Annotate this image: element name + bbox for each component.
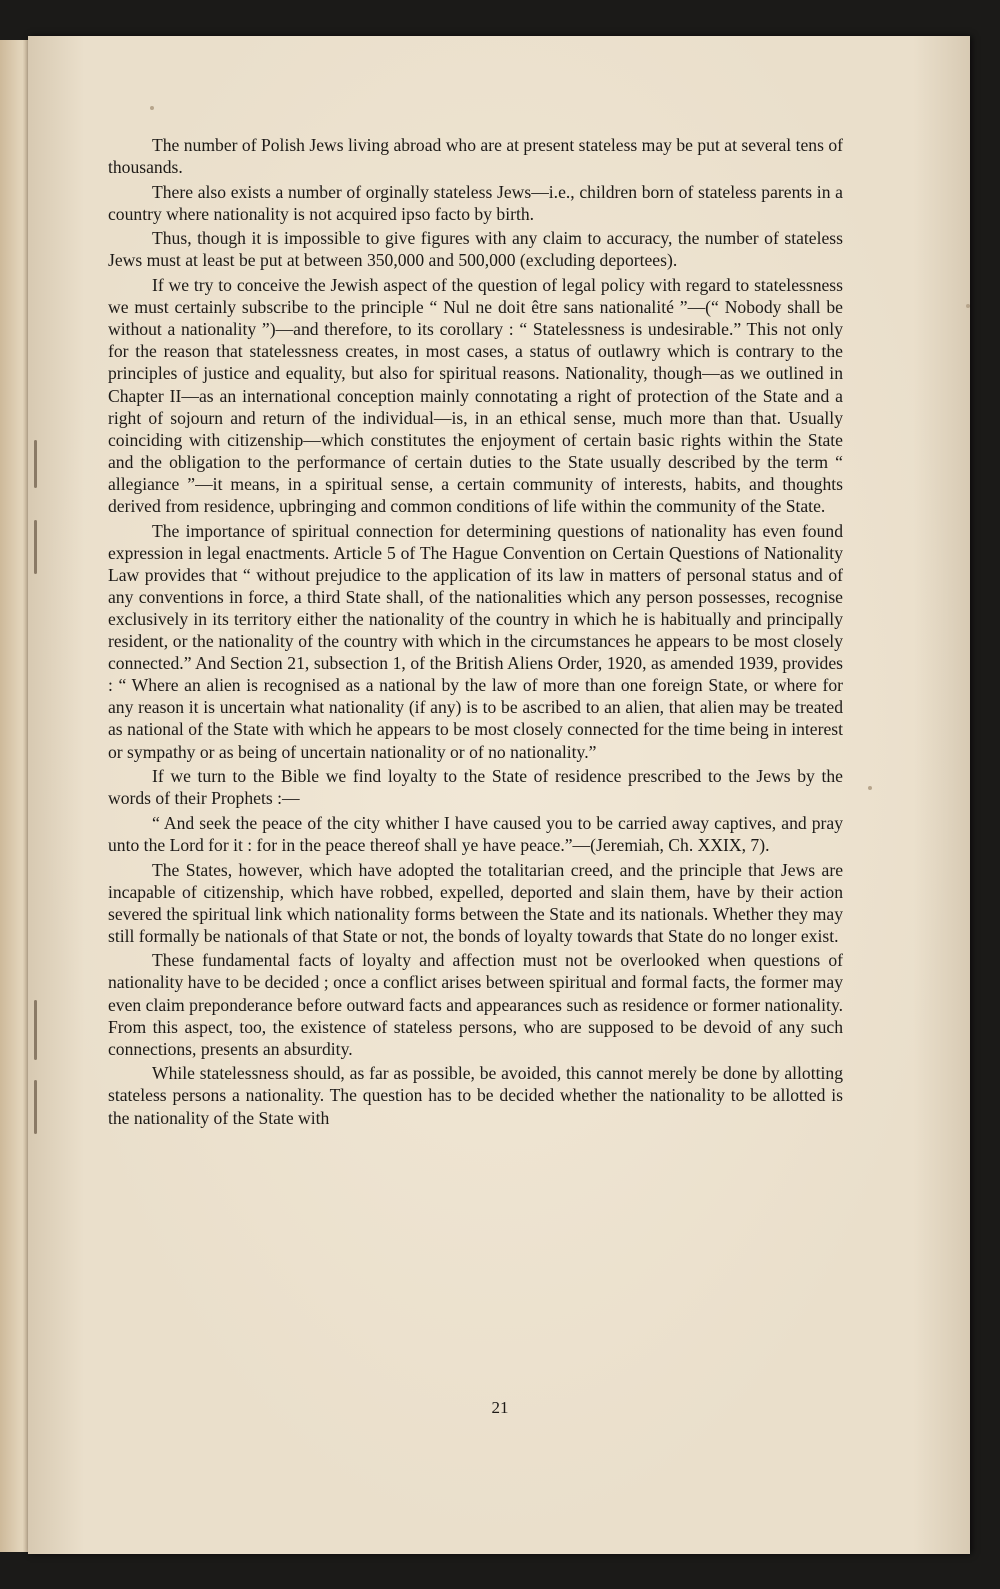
paper-speck <box>868 786 872 790</box>
paragraph: The importance of spiritual connection for determining questions of nationality has even found expression in legal enactments. Article 5 of The Hague Convention on Certain Questions of Nationality Law provides that “ without prejudice to the application of its law in matters of personal status and of any conventions in force, a third State shall, of the nationalities which any person possesses, recognise exclusively in its territory either the nationality of the country in which he is habitually and principally resident, or the nationality of the country with which in the circumstances he appears to be most closely connected.” And Section 21, subsection 1, of the British Aliens Order, 1920, as amended 1939, provides : “ Where an alien is recognised as a national by the law of more than one foreign State, or where for any reason it is uncertain what nationality (if any) is to be ascribed to an alien, that alien may be treated as national of the State with which he appears to be most closely connected for the time being in interest or sympathy or as being of uncertain nationality or of no nationality.” <box>108 520 843 762</box>
scripture-quote: “ And seek the peace of the city whither I have caused you to be carried away captives, and pray unto the Lord for it : for in the peace thereof shall ye have peace.”—(Jeremiah, Ch. XXIX, 7). <box>108 812 843 855</box>
paragraph: The States, however, which have adopted the totalitarian creed, and the principle that Jews are incapable of citizenship, which have robbed, expelled, deported and slain them, have by their action severed the spiritual link which nationality forms between the State and its nationals. Whether they may still formally be nationals of that State or not, the bonds of loyalty towards that State do no longer exist. <box>108 859 843 946</box>
paragraph: These fundamental facts of loyalty and affection must not be overlooked when questions of nationality have to be decided ; once a conflict arises between spiritual and formal facts, the former may even claim preponderance before outward facts and appearances such as residence or former nationality. From this aspect, too, the existence of stateless persons, who are supposed to be devoid of any such connections, presents an absurdity. <box>108 950 843 1059</box>
paper-speck <box>150 106 154 110</box>
paper-speck <box>966 304 970 308</box>
paragraph: There also exists a number of orginally stateless Jews—i.e., children born of stateless parents in a country where nationality is not acquired ipso facto by birth. <box>108 181 843 224</box>
binding-marks <box>30 440 46 1140</box>
paragraph: If we turn to the Bible we find loyalty to the State of residence prescribed to the Jews by the words of their Prophets :— <box>108 766 843 809</box>
paragraph: While statelessness should, as far as possible, be avoided, this cannot merely be done by allotting stateless persons a nationality. The question has to be decided whether the nationality to be allotted is the nationality of the State with <box>108 1063 843 1128</box>
body-text <box>108 134 843 1131</box>
page-number: 21 <box>491 1398 509 1417</box>
paragraph: If we try to conceive the Jewish aspect of the question of legal policy with regard to statelessness we must certainly subscribe to the principle “ Nul ne doit être sans nationalité ”—(“ Nobody shall be without a nationality ”)—and therefore, to its corollary : “ Statelessness is undesirable.” This not only for the reason that statelessness creates, in most cases, a status of outlawry which is contrary to the principles of justice and equality, but also for spiritual reasons. Nationality, though—as we outlined in Chapter II—as an international conception mainly connotating a right of protection of the State and a right of sojourn and return of the individual—is, in an ethical sense, much more than that. Usually coinciding with citizenship—which constitutes the enjoyment of certain basic rights within the State and the obligation to the performance of certain duties to the State usually described by the term “ allegiance ”—it means, in a spiritual sense, a certain community of interests, habits, and thoughts derived from residence, upbringing and common conditions of life within the community of the State. <box>108 275 843 516</box>
paragraph: Thus, though it is impossible to give figures with any claim to accuracy, the number of stateless Jews must at least be put at between 350,000 and 500,000 (excluding deportees). <box>108 228 843 271</box>
paragraph: The number of Polish Jews living abroad who are at present stateless may be put at several tens of thousands. <box>108 135 843 178</box>
